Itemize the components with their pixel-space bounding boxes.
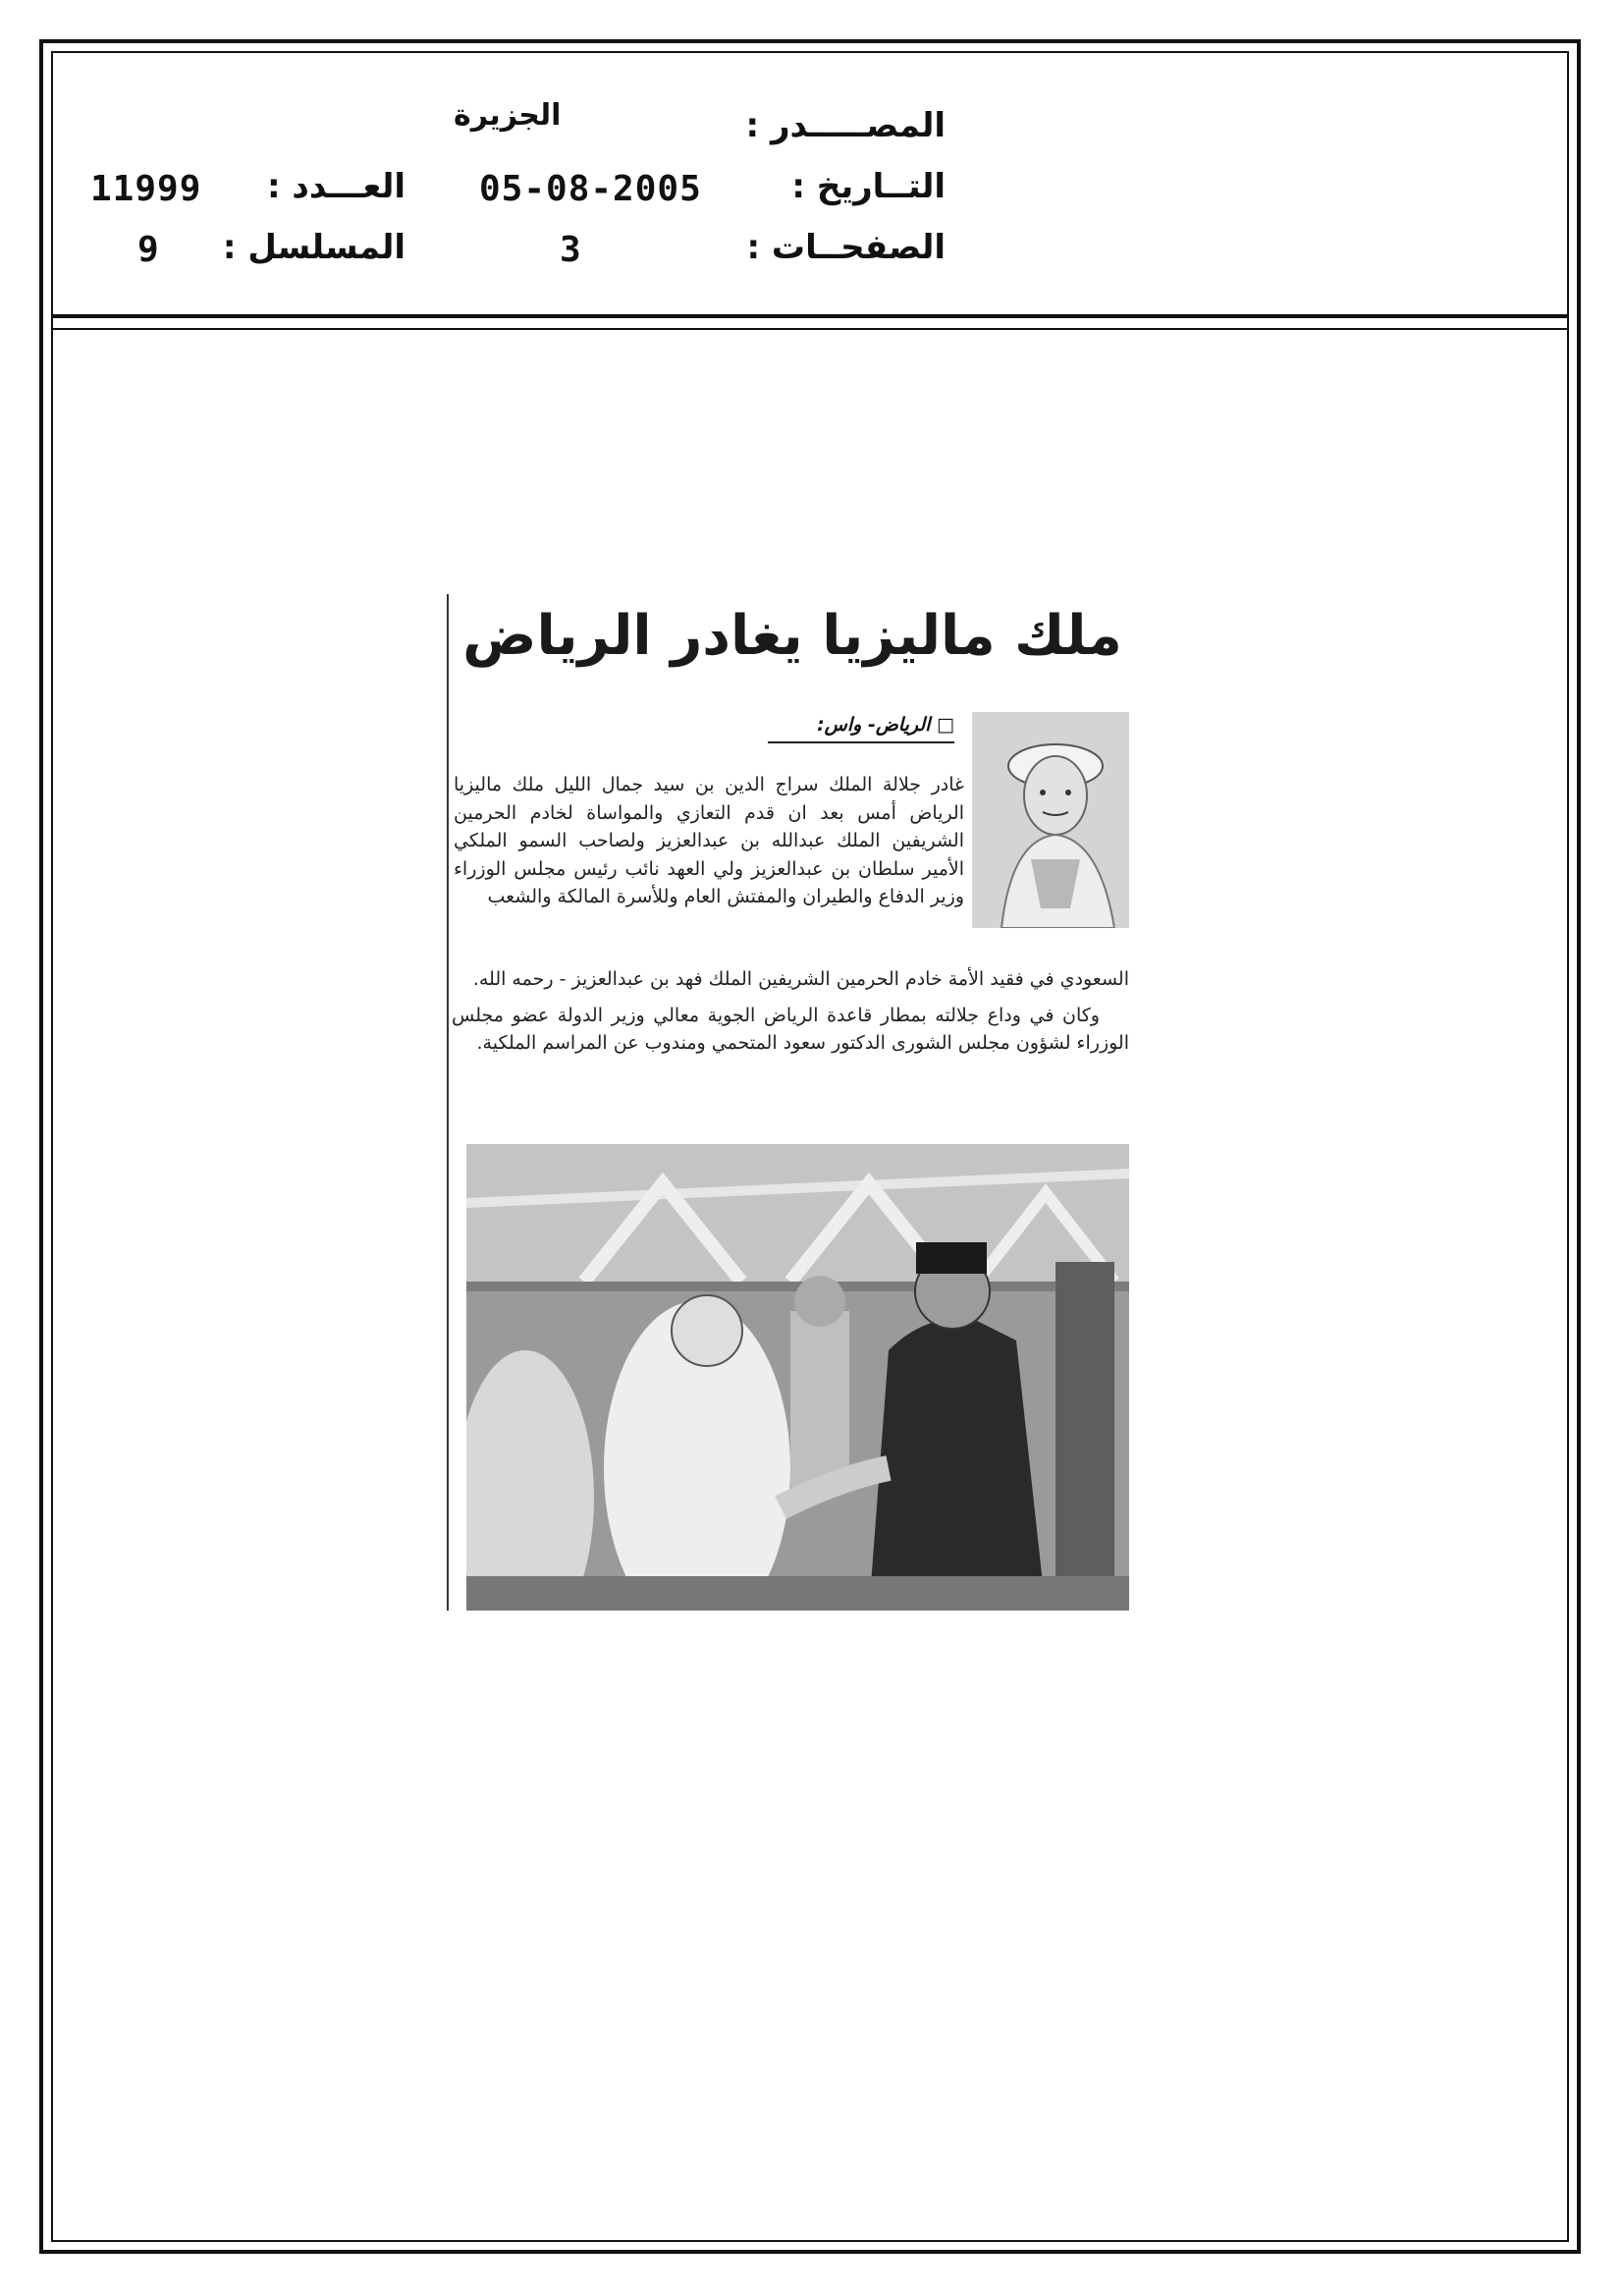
date-label: التــاريخ :: [791, 167, 946, 206]
article-photo: [466, 1144, 1129, 1611]
date-value: 05-08-2005: [479, 169, 702, 209]
issue-value: 11999: [90, 169, 202, 209]
article-paragraph-2: وكان في وداع جلالته بمطار قاعدة الرياض الجوية معالي وزير الدولة عضو مجلس الوزراء لشؤون مجلس الشورى الدكتور سعود المتحمي ومندوب عن المراسم الملكية.: [452, 1004, 1129, 1054]
dateline-rule: [768, 741, 954, 743]
article-paragraph-1-cont: السعودي في فقيد الأمة خادم الحرمين الشريفين الملك فهد بن عبدالعزيز - رحمه الله.: [472, 968, 1129, 990]
source-label: المصـــــدر :: [745, 106, 946, 145]
serial-value: 9: [137, 230, 160, 270]
serial-label: المسلسل :: [222, 228, 406, 267]
portrait-photo: [972, 712, 1129, 928]
article-paragraph-continuation: [452, 965, 1129, 1058]
header-divider: [51, 314, 1569, 318]
pages-label: الصفحــات :: [746, 228, 946, 267]
issue-label: العـــدد :: [267, 167, 406, 206]
article-headline: ملك ماليزيا يغادر الرياض: [462, 604, 1122, 668]
header-divider-thin: [51, 328, 1569, 330]
article-paragraph-1: غادر جلالة الملك سراج الدين بن سيد جمال الليل ملك ماليزيا الرياض أمس بعد ان قدم التعازي والمواساة لخادم الحرمين الشريفين الملك عبدالله بن عبدالعزيز ولصاحب السمو الملكي الأمير سلطان بن عبدالعزيز ولي العهد نائب رئيس مجلس الوزراء وزير الدفاع والطيران والمفتش العام وللأسرة المالكة والشعب: [454, 774, 964, 907]
pages-value: 3: [560, 230, 582, 270]
newspaper-clipping: [447, 594, 1129, 1611]
article-dateline: □ الرياض- واس:: [817, 714, 954, 736]
source-value: الجزيرة: [454, 98, 562, 133]
clipping-edge: [447, 594, 449, 1611]
